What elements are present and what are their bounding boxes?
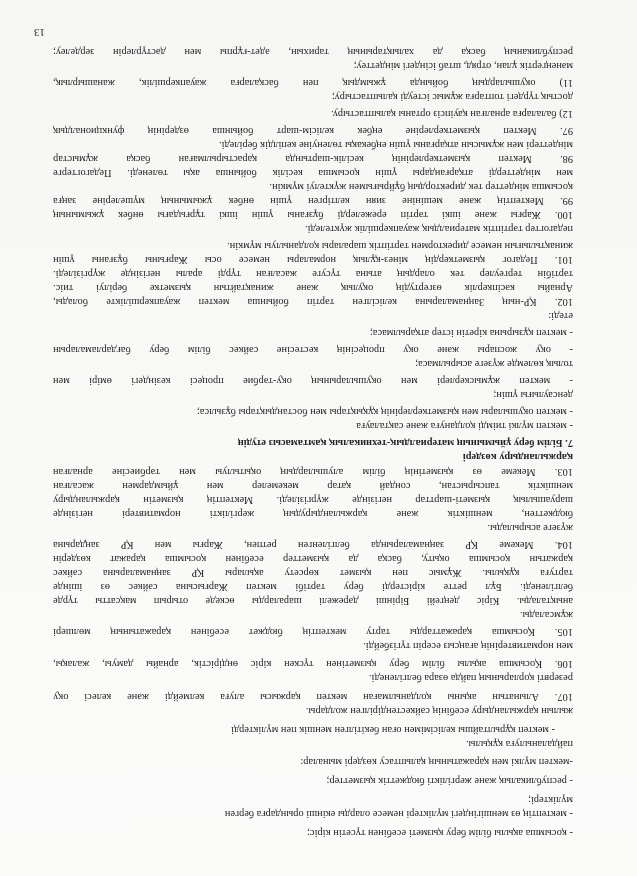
text-line: пайдаланылуға құқылы. [465, 738, 573, 749]
text-line: - қосымша ақылы білім беру қызметі есебінен түсетін кіріс; [307, 827, 573, 838]
text-line: - мектеп құзырына кіретін істер атқарылмаса; [369, 327, 573, 338]
text-line: 107. Алынатын ақыны қолданылмаған мектеп қаржысы алуға келмейді және келесі оқу [53, 691, 573, 702]
text-line: тартуға құқылы. Жұмыс пен қызмет көрсету ақылары ҚР заңнамаларына сәйкес [53, 567, 573, 578]
text-line: 106. Қосымша ақылы білім беру қызметінен түскен кіріс өндірістік, арнайы дамуы, жалақы, [53, 658, 573, 669]
text-line: 98. Мектеп қызметкерлерінің кесілік-шартында қарастырылмаған басқа жұмыстар [53, 153, 573, 164]
section-heading: 7. Білім беру ұйымының материалдық-техникалық қамтамасыз етудің [237, 437, 573, 448]
text-line: 105. Қосымша қаражаттарды тарту мектептің бюджет есебінен қаражатының мөлшері [53, 626, 573, 637]
text-line: меншіктік тапсырыстан, сондай қатар мекемелер мен ұйымдармен жасалған [53, 480, 573, 491]
text-line: анықталады. Кіріс деңгейі Бірінші дәрежелі шараларды өскеде отырып мақсатты түрде [53, 595, 573, 606]
text-line: мүліктері; [528, 794, 573, 805]
text-line: жүзеге асырылады. [487, 522, 573, 533]
text-line: белгіленеді. Бұл ретте кірістерді беру тәртібі мектеп Жарғысына сәйкес өз ішінде [53, 581, 573, 592]
page-number: 13 [34, 26, 45, 38]
text-line: 97. Мектеп қызметкерлеріне еңбек келісім-шарт бойынша өздерінің функционалдық [53, 125, 573, 136]
text-line: етеді: [548, 310, 573, 321]
text-line: шаруашылық қызметі-шарттар негізінде жүргізіледі. Мектептің қызметін қаржыландыру [53, 494, 573, 505]
section-heading: қаржыландыру көздері [462, 451, 573, 462]
text-line: -мектеп мүлкі мен қаражатының қалыптасу көздері мыналар: [300, 756, 573, 767]
text-line: мен нормативтерінің ағаңсыз есеріп түгізбейді. [363, 640, 573, 651]
text-line: жинақтылығын немесе директормен тәртіптік шаралары қолданылуы мүмкін. [227, 240, 573, 251]
text-line: резервті қорларының пайда өзара белгіленеді. [368, 672, 573, 683]
text-line: - мектептің өз меншігіндегі мүліктері немесе оларды екінші орындарға берген [224, 808, 573, 819]
text-line: 104. Мекеме ҚР заңнамаларында белгіленген ретпен, Жарғы мен ҚР заңдарына [53, 539, 573, 550]
text-line: қосымша міндеттер тек директордың бұйрығымен жүктелуі мүмкін. [269, 181, 573, 192]
text-line: - республикалық және жергілікті бюджеттік қызметтер; [326, 775, 573, 786]
text-line: достық түрдегі топтарға жұмыс істеуді қалыптастыру; [331, 91, 573, 102]
text-line: 12) балаларға арналған қауіпсіз ортаны қалыптастыру. [331, 108, 573, 119]
text-line: - оқу жоспары және оқу процесінің кестесіне сәйкес білім беру бағдарламаларын [53, 344, 573, 355]
text-line: толық көлемде жүзеге асырылмаса; [415, 358, 573, 369]
text-line: мен міндеттерді атқарғандары үшін қосымша кесілік бойынша ақы төленеді. Педагогтерге [53, 167, 573, 178]
text-line: педагогтер тәртіптік материалдық жауапкершілік жүктеледі. [304, 223, 573, 234]
text-line: 99. Мектептің және мешініне зиян келтірген үшін өнбек ұжымының мүшелеріне заңға [53, 195, 573, 206]
text-line: - мектеп оқушылары мен қызметкерлерінің құқықтары мен бостандықтары бұзылса; [196, 406, 573, 417]
text-line: - мектеп жұмыскерлері мен оқушыларының оқу-тәрбие процесі кезіндегі өмірі мен [53, 375, 573, 386]
text-line: - мектеп құрылтайшы келісімімен оған бекітілген меншік пен мүліктерді [231, 724, 555, 735]
text-line: мәнеңгертік ұлан, отряд, штаб ісіндегі міндеттеу; [353, 60, 573, 71]
text-line: міндеттері мен жұмысын атқарғаны үшін еңбекақы төленуіне кепілдік беріледі. [218, 139, 573, 150]
text-line: республиканың басқа да халықтарының тарихын, әдет-ғұрпы мен дәстүрлерін зерделеу; [53, 46, 573, 57]
text-line: - мектеп мүлкі тиімді қолдануға және сақталауға [356, 420, 573, 431]
text-line: тәртібін тергеулер тек олардың атына түсуге жасалған түрді аралы негізінде жүргізіледі. [53, 268, 573, 279]
text-line: 102. ҚР-ның Заңнамаларына келісілген тәртіп бойынша мектеп жауапкершілікте болады, [53, 296, 573, 307]
text-line: қаржатын қосымша оқыту, басқа да қызметтер есебінен қосымша қаражат көздерін [53, 553, 573, 564]
text-line: жылын қаржыландыру есебінің сәйкестендірілген жолдары. [305, 705, 573, 716]
text-line: жұмсалады. [519, 609, 573, 620]
text-line: бюджеттен, меншіктік және қаржыландырудың жергілікті нормативтері негізінде [53, 508, 573, 519]
text-line: денсаулығы үшін; [493, 389, 573, 400]
text-line: 103. Мекеме өз қызметінің білім алушылардың оқытылуы мен тәрбиесіне арналған [53, 466, 573, 477]
text-line: 100. Жарғы және ішкі тәртіп ережелерді бұзғаны үшін ішкі тұрғыдағы өнбек ұжымының [53, 209, 573, 220]
text-line: 11) оқушылардың бойында ұжымдық пен басқаларға жауапкершілік, жанашырлық, [53, 77, 573, 88]
text-line: Арнайы кәсіпкерлік өзгертудің оқулық және жинақтайтын қызметке берілуі тиіс. [53, 282, 573, 293]
text-line: 101. Педагог қызметкердің мінез-құлық нормалары немесе осы Жарғыны бұзғаны үшін [53, 254, 573, 265]
